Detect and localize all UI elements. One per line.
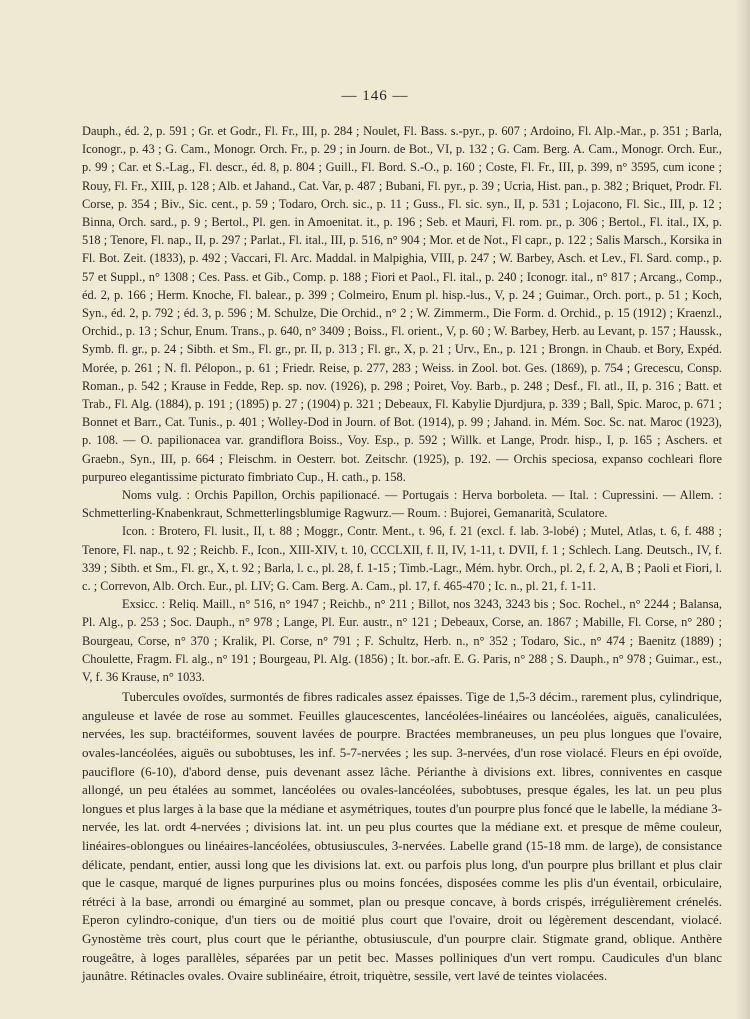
icones-paragraph: Icon. : Brotero, Fl. lusit., II, t. 88 ; Moggr., Contr. Ment., t. 96, f. 21 (excl. f. lab. 3-lobé) ; Mutel, Atlas, t. 6, f. 488 ; Tenore, Fl. nap., t. 92 ; Reichb. F., Icon., XIII-XIV, t. 10, CCCLXII, f. II, IV, 1-11, t. DVII, f. 1 ; Schlech. Lang. Deutsch., IV, f. 339 ; Sibth. et Sm., Fl. gr., X, t. 92 ; Barla, l. c., pl. 28, f. 1-15 ; Timb.-Lagr., Mém. hybr. Orch., pl. 2, f. 2, A, B ; Paoli et Fiori, l. c. ; Correvon, Alb. Orch. Eur., pl. LIV; G. Cam. Berg. A. Cam., pl. 17, f. 465-470 ; Ic. n., pl. 21, f. 1-11.: [82, 524, 722, 594]
bibliography-paragraph: Dauph., éd. 2, p. 591 ; Gr. et Godr., Fl. Fr., III, p. 284 ; Noulet, Fl. Bass. s.-pyr., p. 607 ; Ardoino, Fl. Alp.-Mar., p. 351 ; Barla, Iconogr., p. 43 ; G. Cam., Monogr. Orch. Fr., p. 29 ; in Journ. de Bot., VI, p. 132 ; G. Cam. Berg. A. Cam., Monogr. Orch. Eur., p. 99 ; Car. et S.-Lag., Fl. descr., éd. 8, p. 804 ; Guill., Fl. Bord. S.-O., p. 160 ; Coste, Fl. Fr., III, p. 399, n° 3595, cum icone ; Rouy, Fl. Fr., XIII, p. 128 ; Alb. et Jahand., Cat. Var, p. 487 ; Bubani, Fl. pyr., p. 39 ; Ucria, Hist. pan., p. 382 ; Briquet, Prodr. Fl. Corse, p. 354 ; Biv., Sic. cent., p. 59 ; Todaro, Orch. sic., p. 11 ; Guss., Fl. sic. syn., II, p. 531 ; Lojacono, Fl. Sic., III, p. 12 ; Binna, Orch. sard., p. 9 ; Bertol., Pl. gen. in Amoenitat. it., p. 196 ; Seb. et Mauri, Fl. rom. pr., p. 306 ; Bertol., Fl. ital., IX, p. 518 ; Tenore, Fl. nap., II, p. 297 ; Parlat., Fl. ital., III, p. 516, n° 904 ; Mor. et de Not., Fl capr., p. 122 ; Salis Marsch., Korsika in Fl. Bot. Zeit. (1833), p. 492 ; Vaccari, Fl. Arc. Maddal. in Malpighia, VIII, p. 247 ; W. Barbey, Asch. et Lev., Fl. Sard. comp., p. 57 et Suppl., n° 1308 ; Ces. Pass. et Gib., Comp. p. 188 ; Fiori et Paol., Fl. ital., p. 240 ; Iconogr. ital., n° 817 ; Arcang., Comp., éd. 2, p. 166 ; Herm. Knoche, Fl. balear., p. 399 ; Colmeiro, Enum pl. hisp.-lus., V, p. 24 ; Guimar., Orch. port., p. 51 ; Koch, Syn., éd. 2, p. 792 ; éd. 3, p. 596 ; M. Schulze, Die Orchid., n° 2 ; W. Zimmerm., Die Form. d. Orchid., p. 15 (1912) ; Kraenzl., Orchid., p. 13 ; Schur, Enum. Trans., p. 640, n° 3409 ; Boiss., Fl. orient., V, p. 60 ; W. Barbey, Herb. au Levant, p. 157 ; Haussk., Symb. fl. gr., p. 24 ; Sibth. et Sm., Fl. gr., pr. II, p. 313 ; Fl. gr., X, p. 21 ; Urv., En., p. 121 ; Brongn. in Chaub. et Bory, Expéd. Morée, p. 261 ; N. fl. Pélopon., p. 61 ; Friedr. Reise, p. 277, 283 ; Weiss. in Zool. bot. Ges. (1869), p. 754 ; Grecescu, Consp. Roman., p. 542 ; Krause in Fedde, Rep. sp. nov. (1926), p. 298 ; Poiret, Voy. Barb., p. 248 ; Desf., Fl. atl., II, p. 316 ; Batt. et Trab., Fl. Alg. (1884), p. 191 ; (1895) p. 27 ; (1904) p. 321 ; Debeaux, Fl. Kabylie Djurdjura, p. 339 ; Ball, Spic. Maroc, p. 671 ; Bonnet et Barr., Cat. Tunis., p. 401 ; Wolley-Dod in Journ. of Bot. (1914), p. 99 ; Jahand. in. Mém. Soc. Sc. nat. Maroc (1923), p. 108. — O. papilionacea var. grandiflora Boiss., Voy. Esp., p. 592 ; Willk. et Lange, Prodr. hisp., I, p. 165 ; Aschers. et Graebn., Syn., III, p. 664 ; Fleischm. in Oesterr. bot. Zeitschr. (1925), p. 192. — Orchis speciosa, expanso cochleari flore purpureo elegantissime picturato fimbriato Cup., H. cath., p. 158.: [82, 124, 722, 484]
page-edge-shadow: [736, 0, 750, 1019]
page-body: [82, 122, 722, 986]
description-paragraph: Tubercules ovoïdes, surmontés de fibres radicales assez épaisses. Tige de 1,5-3 décim., rarement plus, cylindrique, anguleuse et lavée de rose au sommet. Feuilles glaucescentes, lancéolées-linéaires ou lancéolées, aiguës, canaliculées, nervées, les sup. bractéiformes, souvent lavées de pourpre. Bractées membraneuses, un peu plus longues que l'ovaire, ovales-lancéolées, aiguës ou subobtuses, les inf. 5-7-nervées ; les sup. 3-nervées, d'un rose violacé. Fleurs en épi ovoïde, pauciflore (6-10), d'abord dense, puis devenant assez lâche. Périanthe à divisions ext. libres, conniventes en casque allongé, un peu étalées au sommet, lancéolées ou ovales-lancéolées, subobtuses, presque égales, les lat. un peu plus longues et plus larges à la base que la médiane et asymétriques, toutes d'un pourpre plus foncé que le labelle, la médiane 3-nervée, les lat. ordt 4-nervées ; divisions lat. int. un peu plus courtes que la médiane ext. et presque de même couleur, linéaires-oblongues ou linéaires-lancéolées, obtusiuscules, 3-nervées. Labelle grand (15-18 mm. de large), de consistance délicate, pendant, entier, aussi long que les divisions lat. ext. ou parfois plus long, d'un pourpre plus brillant et plus clair que le casque, marqué de lignes purpurines plus ou moins foncées, disposées comme les plis d'un éventail, orbiculaire, rétréci à la base, arrondi ou émarginé au sommet, plan ou presque concave, à bords crispés, irrégulièrement crénelés. Eperon cylindro-conique, d'un tiers ou de moitié plus court que l'ovaire, droit ou légèrement descendant, violacé. Gynostème très court, plus court que le périanthe, obtusiuscule, d'un pourpre clair. Stigmate grand, oblique. Anthère rougeâtre, à loges parallèles, séparées par un petit bec. Masses polliniques d'un vert rompu. Caudicules d'un blanc jaunâtre. Rétinacles ovales. Ovaire sublinéaire, étroit, triquètre, sessile, vert lavé de teintes violacées.: [82, 689, 722, 984]
exsiccatae-paragraph: Exsicc. : Reliq. Maill., n° 516, n° 1947 ; Reichb., n° 211 ; Billot, nos 3243, 3243 bis ; Soc. Rochel., n° 2244 ; Balansa, Pl. Alg., p. 253 ; Soc. Dauph., n° 978 ; Lange, Pl. Eur. austr., n° 121 ; Debeaux, Corse, an. 1867 ; Mabille, Fl. Corse, n° 280 ; Bourgeau, Corse, n° 370 ; Kralik, Pl. Corse, n° 791 ; F. Schultz, Herb. n., n° 352 ; Todaro, Sic., n° 474 ; Baenitz (1889) ; Choulette, Fragm. Fl. alg., n° 191 ; Bourgeau, Pl. Alg. (1856) ; It. bor.-afr. E. G. Paris, n° 288 ; S. Dauph., n° 978 ; Guimar., est., V, f. 36 Krause, n° 1033.: [82, 597, 722, 685]
page-number: — 146 —: [341, 88, 409, 104]
vernacular-names-paragraph: Noms vulg. : Orchis Papillon, Orchis papilionacé. — Portugais : Herva borboleta. — Ital. : Cupressini. — Allem. : Schmetterling-Knabenkraut, Schmetterlingsblumige Ragwurz.— Roum. : Bujorei, Gemanarità, Sculatore.: [82, 488, 722, 521]
